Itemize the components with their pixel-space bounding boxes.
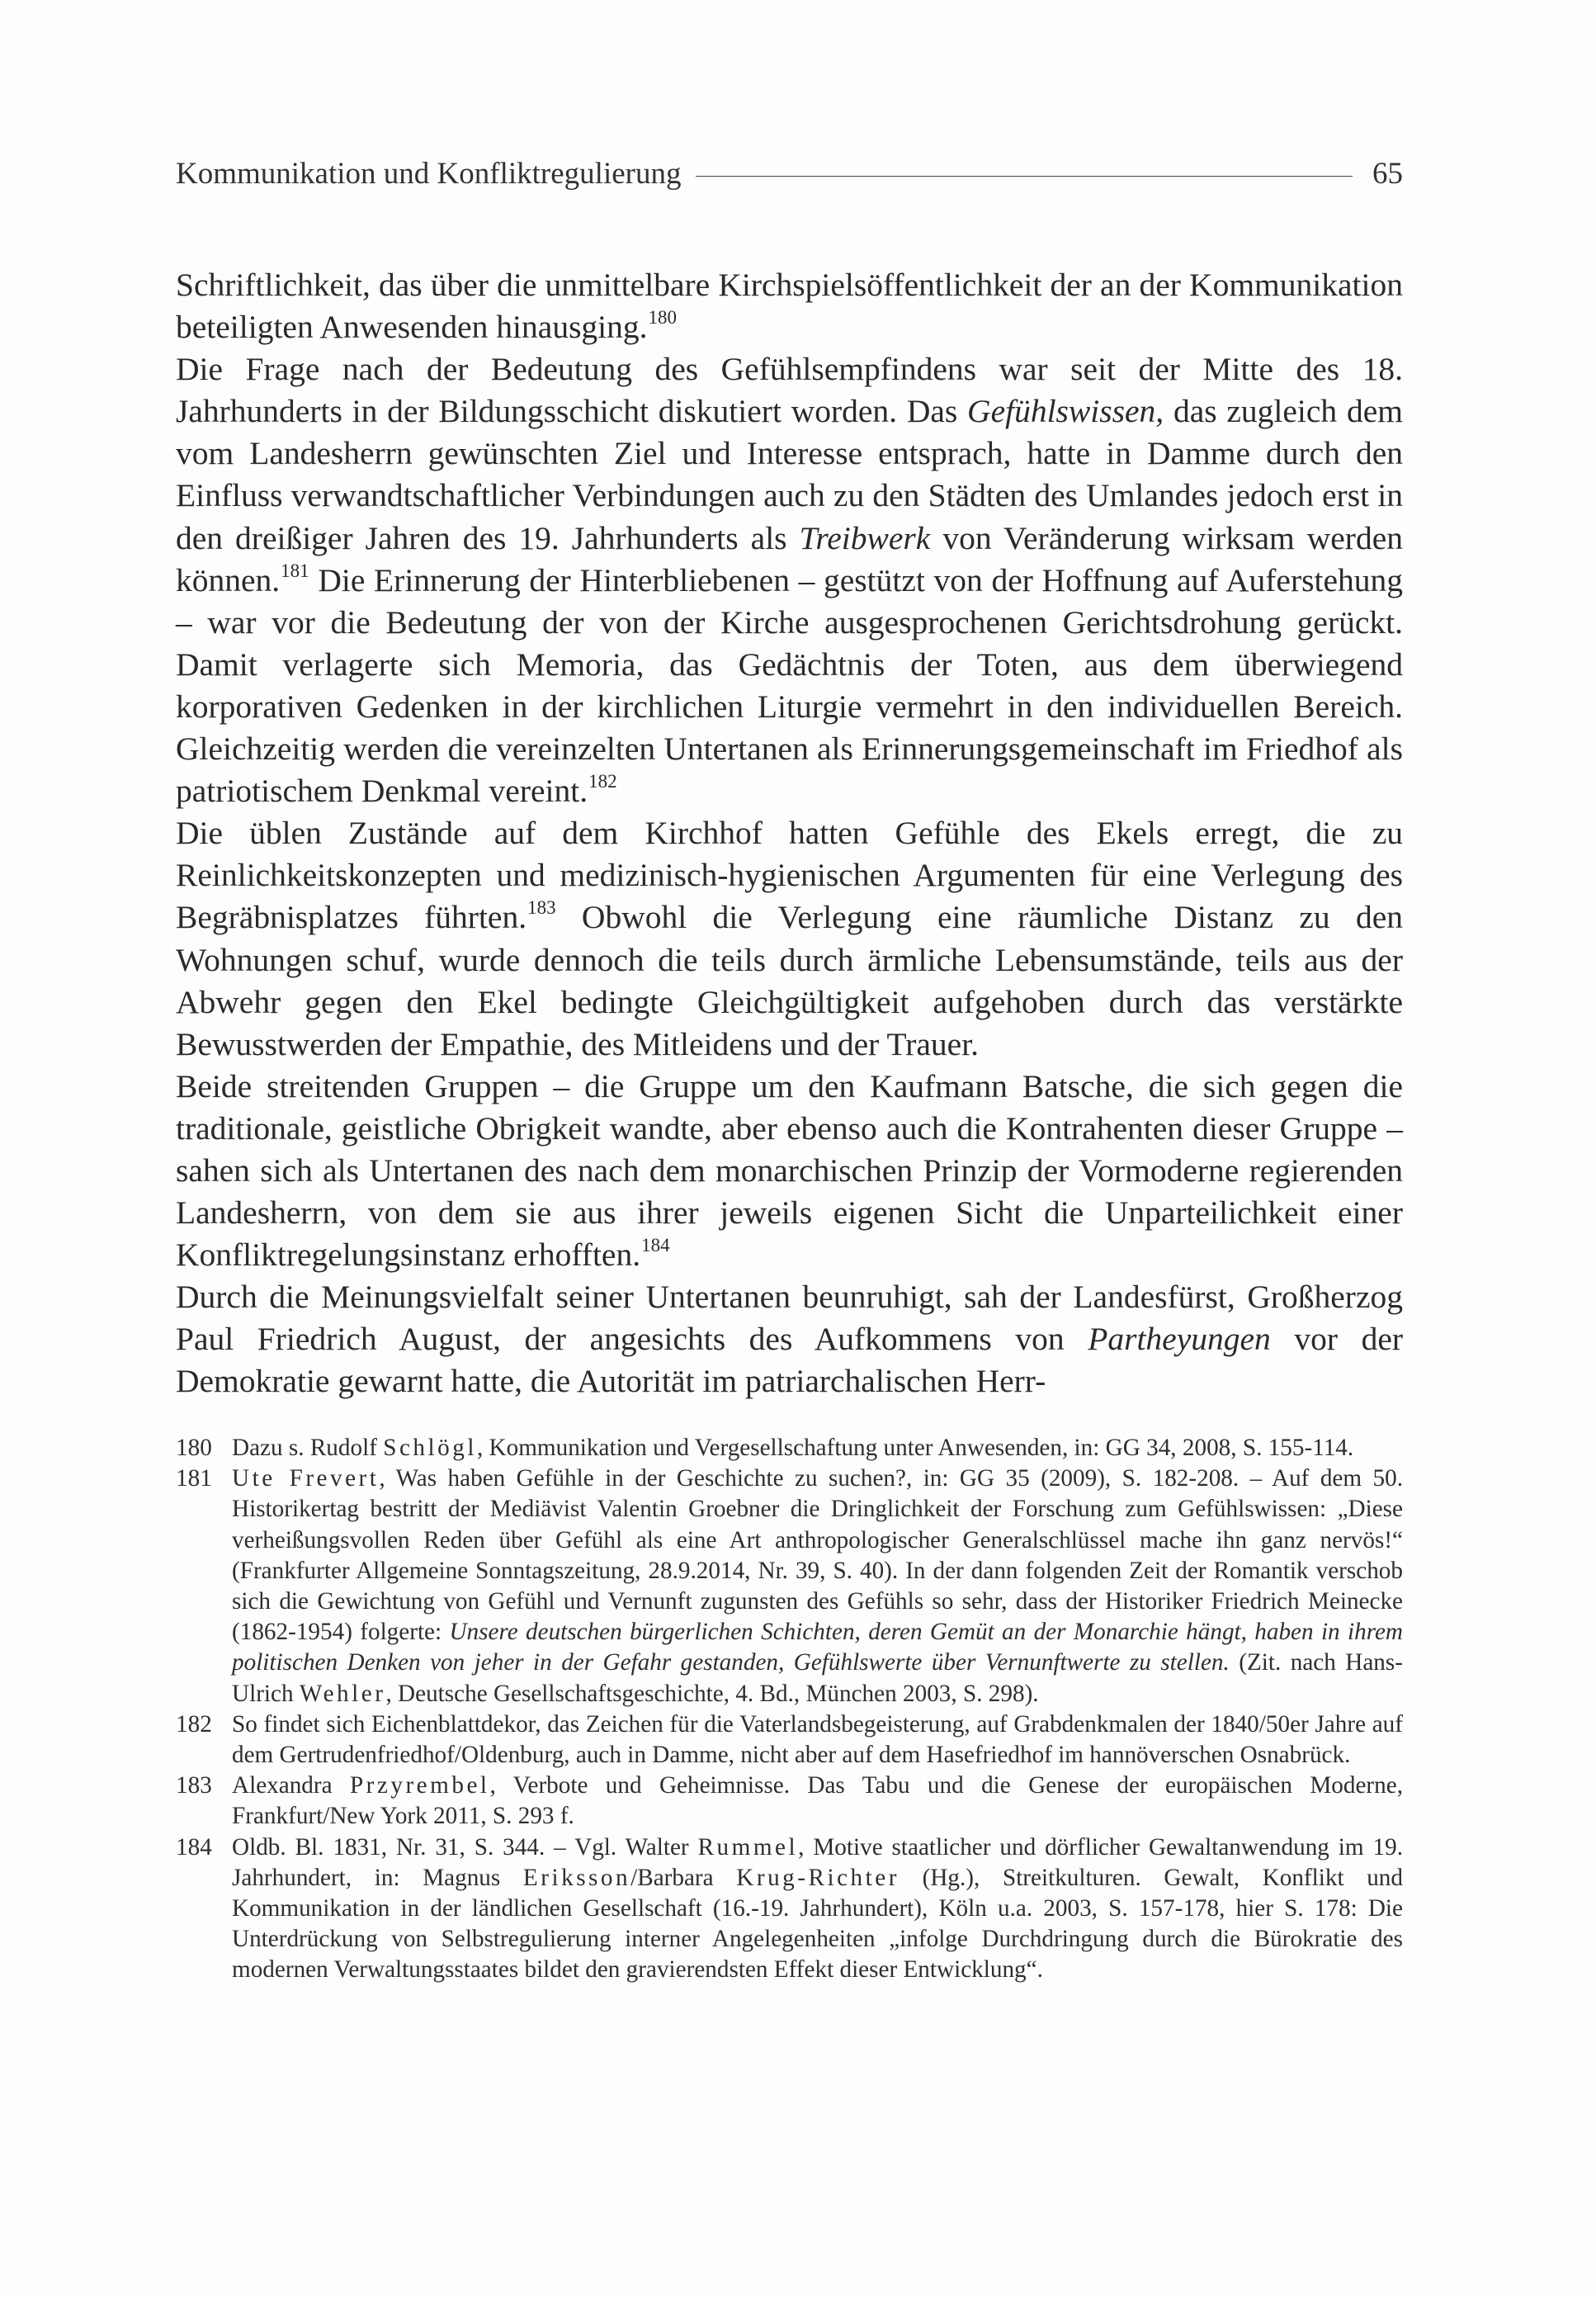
author-name: Krug-Richter — [736, 1864, 900, 1891]
footnote-text — [232, 1709, 1403, 1771]
text-run: Beide streitenden Gruppen – die Gruppe um den Kaufmann Batsche, die sich gegen die traditionale, geistliche Obrigkeit wandte, aber ebenso auch die Kontrahenten dieser Gruppe – sahen sich als Untertanen des nach dem monarchischen Prinzip der Vormoderne regierenden Landesherrn, von dem sie aus ihrer jeweils eigenen Sicht die Unparteilichkeit einer Konfliktregelungsinstanz erhofften. — [176, 1067, 1403, 1274]
text-run: Oldb. Bl. 1831, Nr. 31, S. 344. – Vgl. Walter — [232, 1833, 698, 1861]
author-name: Przyrembel — [349, 1772, 490, 1799]
footnote-text — [232, 1463, 1403, 1709]
text-run: , Verbote und Geheimnisse. Das Tabu und die Genese der europäischen Moderne, Frankfurt/New York 2011, S. 293 f. — [232, 1772, 1404, 1830]
text-run: Die Erinnerung der Hinterbliebenen – gestützt von der Hoffnung auf Auferstehung – war vor die Bedeutung der von der Kirche ausgesprochenen Gerichtsdrohung gerückt. Damit verlagerte sich Memoria, das Gedächtnis der Toten, aus dem überwiegend korporativen Gedenken in der kirchlichen Liturgie vermehrt in den individuellen Bereich. Gleichzeitig werden die vereinzelten Untertanen als Erinnerungsgemeinschaft im Friedhof als patriotischem Denkmal vereint. — [176, 561, 1403, 810]
text-run: Durch die Meinungsvielfalt seiner Untertanen beunruhigt, sah der Landesfürst, Großherzog Paul Friedrich August, der angesichts des Aufkommens von — [176, 1279, 1403, 1358]
author-name: Rummel — [697, 1833, 799, 1861]
text-run: So findet sich Eichenblattdekor, das Zeichen für die Vaterlandsbegeisterung, auf Grabdenkmalen der 1840/50er Jahre auf dem Gertrudenfriedhof/Oldenburg, auch in Damme, nicht aber auf dem Hasefriedhof im hannöverschen Osnabrück. — [232, 1710, 1403, 1769]
text-run: , Was haben Gefühle in der Geschichte zu suchen?, in: GG 35 (2009), S. 182-208. – Auf dem 50. Historikertag bestritt der Mediävist Valentin Groebner die Dringlichkeit der Forschung zum Gefühlswissen: „Diese verheißungsvollen Reden über Gefühl als eine Art anthropologischer Generalschlüssel mache ihn ganz nervös!“ (Frankfurter Allgemeine Sonntagszeitung, 28.9.2014, Nr. 39, S. 40). In der dann folgenden Zeit der Romantik verschob sich die Gewichtung von Gefühl und Vernunft zugunsten des Gefühls so sehr, dass der Historiker Friedrich Meinecke (1862-1954) folgerte: — [232, 1465, 1403, 1646]
author-name: Wehler — [299, 1680, 386, 1707]
footnote-183 — [176, 1771, 1403, 1832]
author-name: Ute Frevert — [232, 1465, 380, 1492]
text-run: das zugleich dem vom Landesherrn gewünschten Ziel und Interesse entsprach, hatte in Damme durch den Einfluss verwandtschaftlicher Verbindungen auch zu den Städten des Umlandes jedoch erst in den dreißiger Jahren des 19. Jahrhunderts als — [176, 393, 1403, 556]
footnote-number: 180 — [176, 1435, 212, 1461]
paragraph-4 — [176, 1066, 1403, 1276]
footnote-text — [232, 1832, 1403, 1986]
footnote-ref-182[interactable]: 182 — [588, 770, 617, 792]
footnote-number: 182 — [176, 1710, 212, 1738]
emphasis-term: Partheyungen — [1088, 1321, 1271, 1358]
footnote-184 — [176, 1832, 1403, 1986]
paragraph-5 — [176, 1276, 1403, 1402]
quotation-italic: Unsere deutschen bürgerlichen Schichten, deren Gemüt an der Monarchie hängt, haben in ihrem politischen Denken von jeher in der Gefahr gestanden, Gefühlswerte über Vernunftwerte zu stellen. — [232, 1619, 1404, 1676]
text-run: /Barbara — [630, 1864, 737, 1891]
footnote-text — [232, 1433, 1403, 1463]
text-run: , Kommunikation und Vergesellschaftung unter Anwesenden, in: GG 34, 2008, S. 155-114. — [476, 1435, 1354, 1461]
text-run: vor der Demokratie gewarnt hatte, die Autorität im patriarchalischen Herr- — [176, 1321, 1404, 1400]
footnote-number: 183 — [176, 1772, 212, 1799]
footnote-number: 184 — [176, 1833, 212, 1861]
text-run: Die üblen Zustände auf dem Kirchhof hatten Gefühle des Ekels erregt, die zu Reinlichkeitskonzepten und medizinisch-hygienischen Argumenten für eine Verlegung des Begräbnisplatzes führten. — [176, 815, 1403, 936]
header-rule — [696, 176, 1353, 177]
text-run: Alexandra — [232, 1772, 350, 1799]
text-run: (Zit. nach Hans-Ulrich — [232, 1649, 1403, 1707]
footnote-182 — [176, 1709, 1403, 1771]
paragraph-3 — [176, 812, 1403, 1066]
footnotes-section — [176, 1433, 1403, 1986]
text-run: , Deutsche Gesellschaftsgeschichte, 4. Bd., München 2003, S. 298). — [385, 1680, 1039, 1707]
running-header-title: Kommunikation und Konfliktregulierung — [176, 156, 682, 191]
main-text — [176, 264, 1403, 1403]
footnote-ref-184[interactable]: 184 — [641, 1235, 670, 1255]
footnote-number: 181 — [176, 1465, 212, 1492]
emphasis-term: Gefühlswissen, — [967, 393, 1164, 430]
text-run: Schriftlichkeit, das über die unmittelbare Kirchspielsöffentlichkeit der an der Kommunikation beteiligten Anwesenden hinausging. — [176, 267, 1403, 346]
page-number: 65 — [1372, 156, 1403, 191]
footnote-180 — [176, 1433, 1403, 1463]
running-header — [176, 150, 1403, 196]
text-run: Obwohl die Verlegung eine räumliche Distanz zu den Wohnungen schuf, wurde dennoch die teils durch ärmliche Lebensumstände, teils aus der Abwehr gegen den Ekel bedingte Gleichgültigkeit aufgehoben durch das verstärkte Bewusstwerden der Empathie, des Mitleidens und der Trauer. — [176, 899, 1404, 1062]
paragraph-2 — [176, 348, 1403, 812]
text-run: (Hg.), Streitkulturen. Gewalt, Konflikt und Kommunikation in der ländlichen Gesellschaft (16.-19. Jahrhundert), Köln u.a. 2003, S. 157-178, hier S. 178: Die Unterdrückung von Selbstregulierung interner Angelegenheiten „infolge Durchdringung durch die Bürokratie des modernen Verwaltungsstaates bildet den gravierendsten Effekt dieser Entwicklung“. — [232, 1864, 1403, 1984]
footnote-ref-181[interactable]: 181 — [281, 560, 309, 581]
author-name: Eriksson — [522, 1864, 631, 1891]
footnote-ref-183[interactable]: 183 — [527, 897, 556, 919]
author-name: Schlögl — [383, 1435, 477, 1461]
text-run: Die Frage nach der Bedeutung des Gefühlsempfindens war seit der Mitte des 18. Jahrhunderts in der Bildungsschicht diskutiert worden. Das — [176, 351, 1403, 430]
text-run: Dazu s. Rudolf — [232, 1435, 384, 1461]
emphasis-term: Treibwerk — [799, 519, 931, 556]
text-run: , Motive staatlicher und dörflicher Gewaltanwendung im 19. Jahrhundert, in: Magnus — [232, 1833, 1404, 1891]
footnote-181 — [176, 1463, 1403, 1709]
footnote-ref-180[interactable]: 180 — [648, 306, 678, 328]
text-run: von Veränderung wirksam werden können. — [176, 519, 1403, 598]
footnote-text — [232, 1771, 1403, 1832]
paragraph-1 — [176, 264, 1403, 348]
